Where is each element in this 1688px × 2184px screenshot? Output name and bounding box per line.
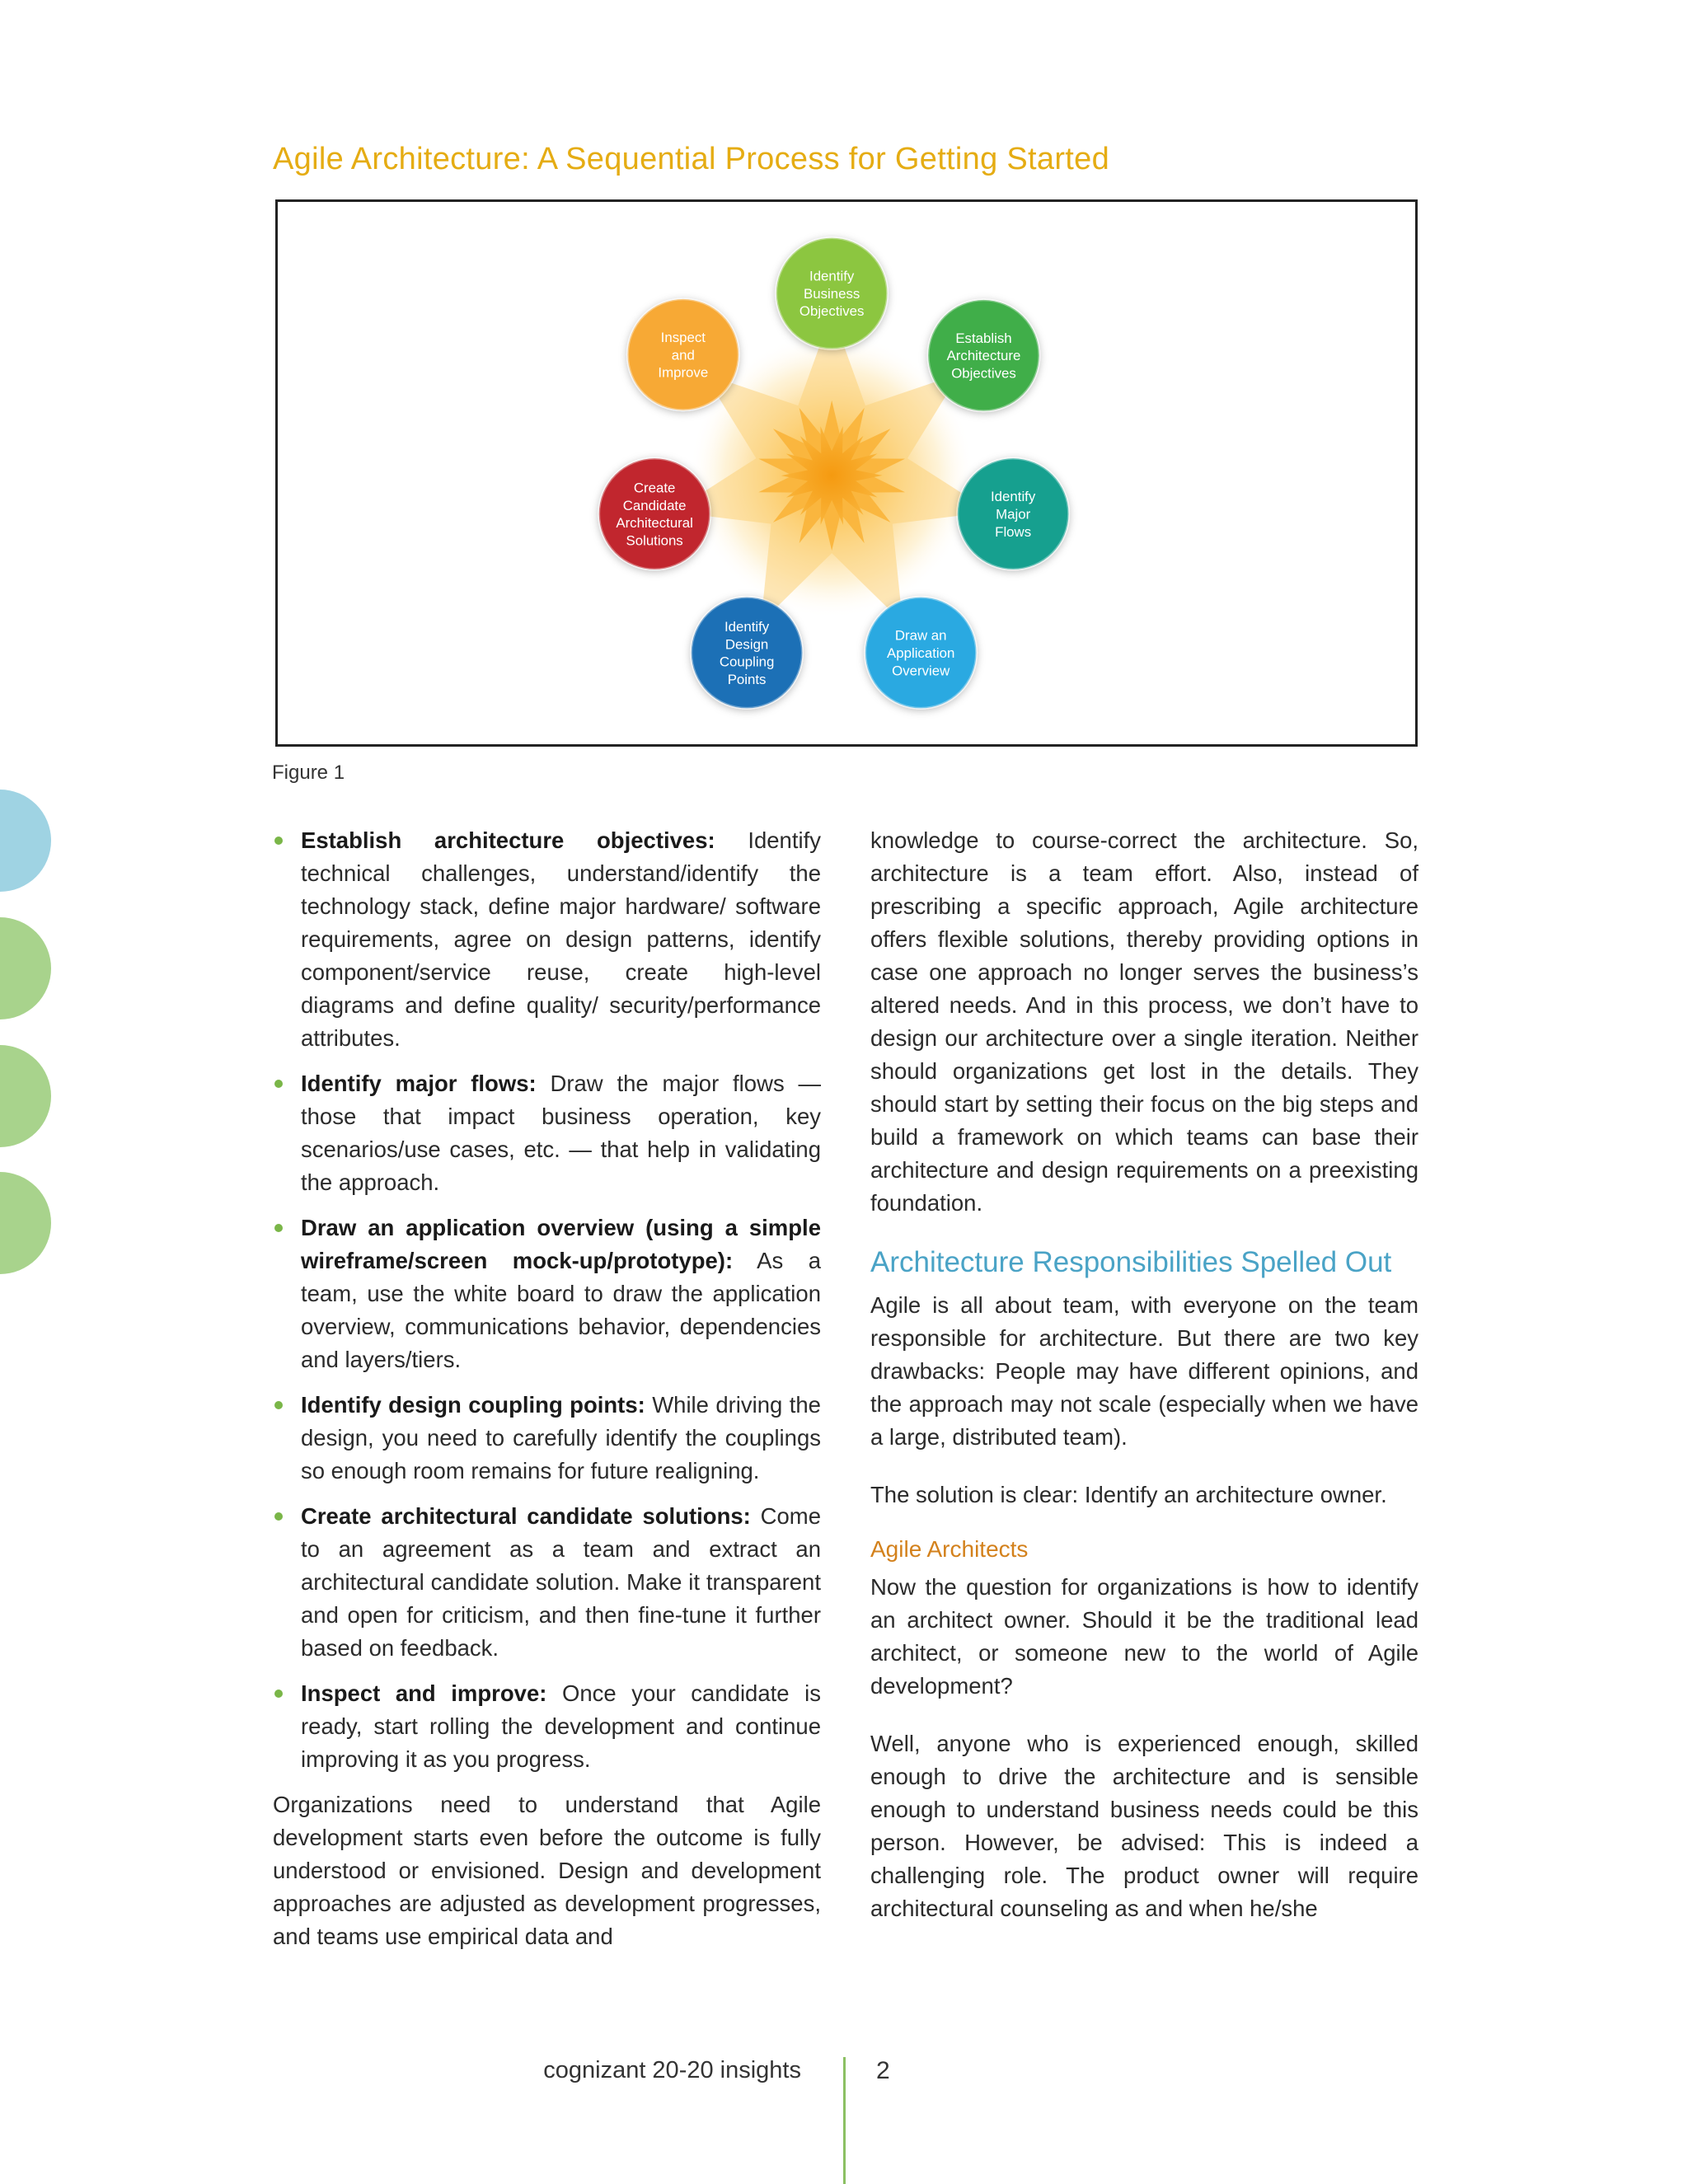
left-column <box>273 824 821 1978</box>
step-label: Identify <box>991 489 1036 505</box>
bullet-icon <box>274 1690 283 1698</box>
list-item <box>273 824 821 1055</box>
right-column <box>870 824 1418 1925</box>
bullet-term: Inspect and improve: <box>301 1680 547 1706</box>
step-label: Solutions <box>626 532 683 549</box>
list-item <box>273 1389 821 1488</box>
bullet-icon <box>274 1224 283 1232</box>
bullet-term: Identify design coupling points: <box>301 1392 645 1418</box>
step-label: Objectives <box>799 303 865 320</box>
bullet-text: Identify technical challenges, understand/identify the technology stack, define major hardware/ software requirements, agree on design patterns, identify component/service reuse, create high-level diagrams and define quality/ security/performance attributes. <box>301 827 821 1051</box>
step-label: Application <box>887 644 955 661</box>
bullet-term: Establish architecture objectives: <box>301 827 715 853</box>
bullet-text: As a team, use the white board to draw the application overview, communications behavior, dependencies and layers/tiers. <box>301 1248 821 1372</box>
bullet-text: Once your candidate is ready, start rolling the development and continue improving it as you progress. <box>301 1680 821 1772</box>
step-label: Draw an <box>894 627 947 644</box>
side-decor-dot <box>0 1045 51 1147</box>
step-label: Identify <box>809 268 855 284</box>
body-paragraph: Now the question for organizations is how to identify an architect owner. Should it be the traditional lead architect, or someone new to the world of Agile development? <box>870 1574 1418 1699</box>
step-label: Business <box>804 285 860 302</box>
page-number: 2 <box>876 2057 890 2084</box>
bullet-text: Draw the major flows — those that impact business operation, key scenarios/use cases, etc. — that help in validating the approach. <box>301 1071 821 1195</box>
step-label: Objectives <box>951 365 1016 382</box>
side-decor-dot <box>0 1172 51 1274</box>
process-cycle-diagram <box>278 202 1415 744</box>
process-step-node <box>865 598 977 709</box>
body-paragraph: The solution is clear: Identify an architecture owner. <box>870 1482 1387 1507</box>
list-item <box>273 1500 821 1665</box>
figure-title: Agile Architecture: A Sequential Process for Getting Started <box>273 142 1109 176</box>
step-label: Establish <box>955 330 1012 346</box>
step-label: Flows <box>995 523 1032 540</box>
process-step-node <box>692 598 803 709</box>
step-label: Identify <box>724 619 770 635</box>
bullet-icon <box>274 1401 283 1409</box>
step-label: Architectural <box>616 515 693 532</box>
bullet-icon <box>274 1080 283 1088</box>
step-label: Create <box>633 480 676 496</box>
step-circle <box>692 598 803 709</box>
bullet-text: Come to an agreement as a team and extract an architectural candidate solution. Make it transparent and open for criticism, and then fine-tune it further based on feedback. <box>301 1503 822 1661</box>
body-paragraph: Well, anyone who is experienced enough, skilled enough to drive the architecture and is sensible enough to understand business needs could be this person. However, be advised: This is indeed a challenging role. The product owner will require architectural counseling as and when he/she <box>870 1731 1418 1921</box>
list-item <box>273 1677 821 1776</box>
bullet-term: Draw an application overview (using a simple wireframe/screen mock-up/prototype): <box>301 1215 821 1273</box>
step-label: and <box>671 347 695 363</box>
list-item <box>273 1067 821 1199</box>
process-step-node <box>928 300 1039 411</box>
step-label: Coupling <box>719 654 775 670</box>
step-label: Improve <box>658 364 709 381</box>
figure-frame <box>275 199 1418 747</box>
process-step-node <box>776 238 888 349</box>
step-label: Design <box>724 636 769 653</box>
section-heading: Architecture Responsibilities Spelled Out <box>870 1246 1392 1278</box>
step-label: Overview <box>892 663 950 679</box>
process-step-node <box>599 458 710 569</box>
bullet-text: While driving the design, you need to carefully identify the couplings so enough room remains for future realigning. <box>301 1392 821 1483</box>
footer-publication: cognizant 20-20 insights <box>543 2057 801 2083</box>
body-paragraph: Organizations need to understand that Agile development starts even before the outcome is fully understood or envisioned. Design and development approaches are adjusted as development progresses, and teams use empirical data and <box>273 1792 821 1949</box>
step-label: Major <box>996 506 1031 523</box>
step-label: Architecture <box>946 348 1021 364</box>
side-decor-dot <box>0 790 51 892</box>
subsection-heading: Agile Architects <box>870 1536 1029 1562</box>
footer-divider <box>843 2057 846 2184</box>
step-label: Points <box>727 671 767 687</box>
list-item <box>273 1212 821 1376</box>
bullet-term: Create architectural candidate solutions: <box>301 1503 751 1529</box>
process-steps-list <box>273 824 821 1776</box>
bullet-term: Identify major flows: <box>301 1071 537 1096</box>
figure-caption: Figure 1 <box>272 762 345 784</box>
bullet-icon <box>274 837 283 845</box>
process-step-node <box>958 458 1069 569</box>
body-paragraph: Agile is all about team, with everyone on the team responsible for architecture. But there are two key drawbacks: People may have different opinions, and the approach may not scale (especially when we have a large, distributed team). <box>870 1292 1418 1450</box>
step-circle <box>599 458 710 569</box>
bullet-icon <box>274 1512 283 1521</box>
side-decor-dot <box>0 917 51 1019</box>
step-label: Inspect <box>660 329 706 345</box>
process-step-node <box>627 299 738 410</box>
body-paragraph: knowledge to course-correct the architecture. So, architecture is a team effort. Also, instead of prescribing a specific approach, Agile architecture offers flexible solutions, thereby providing options in case one approach no longer serves the business’s altered needs. And in this process, we don’t have to design our architecture over a single iteration. Neither should organizations get lost in the details. They should start by setting their focus on the big steps and build a framework on which teams can base their architecture and design requirements on a preexisting foundation. <box>870 827 1418 1216</box>
step-label: Candidate <box>622 497 687 513</box>
